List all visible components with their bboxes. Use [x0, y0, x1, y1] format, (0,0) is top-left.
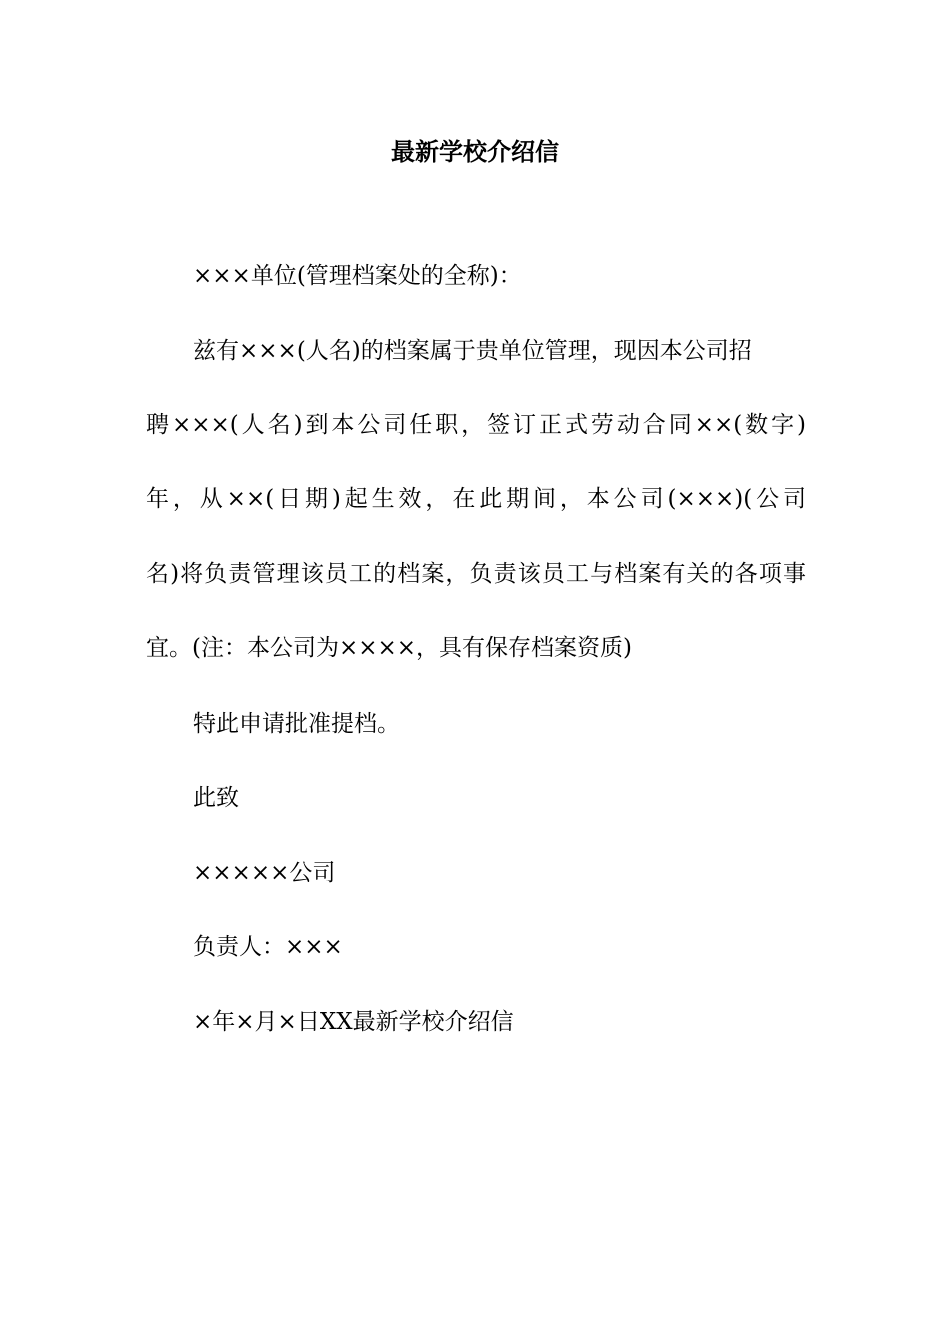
body-line-2: 聘×××(人名)到本公司任职，签订正式劳动合同××(数字): [146, 412, 806, 438]
body-line-4: 名)将负责管理该员工的档案，负责该员工与档案有关的各项事: [146, 561, 806, 587]
salutation: ×××单位(管理档案处的全称)：: [193, 263, 522, 289]
closing-line: 此致: [193, 785, 239, 811]
request-line: 特此申请批准提档。: [193, 711, 400, 737]
date-line: ×年×月×日XX最新学校介绍信: [193, 1009, 514, 1035]
body-line-1: 兹有×××(人名)的档案属于贵单位管理，现因本公司招: [193, 338, 752, 364]
document-title: 最新学校介绍信: [391, 137, 559, 166]
responsible-person-line: 负责人：×××: [193, 934, 343, 960]
company-line: ×××××公司: [193, 860, 336, 886]
body-line-3: 年，从××(日期)起生效，在此期间，本公司(×××)(公司: [146, 486, 806, 512]
body-line-5: 宜。(注：本公司为××××，具有保存档案资质): [146, 635, 633, 661]
